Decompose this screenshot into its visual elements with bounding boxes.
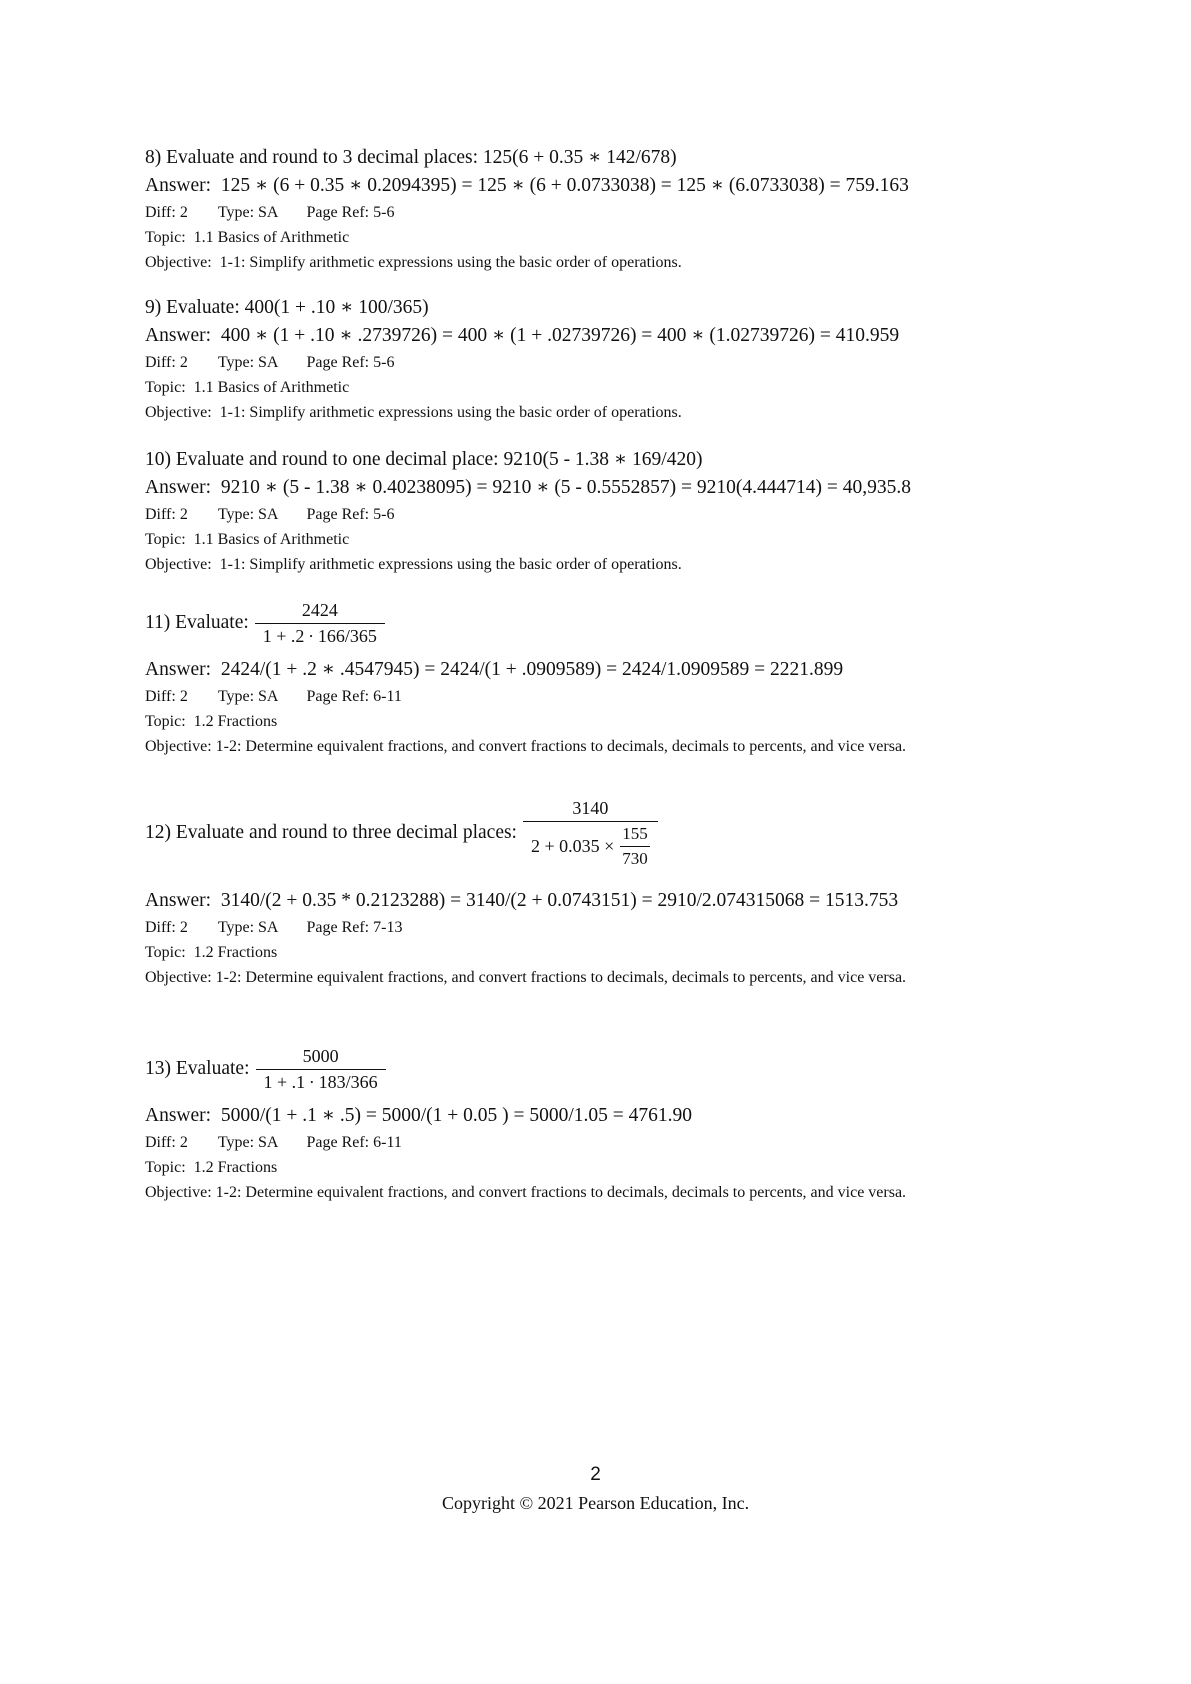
answer-line	[145, 172, 1045, 200]
answer-line	[145, 887, 1045, 915]
objective-line	[145, 400, 1045, 425]
answer-line	[145, 474, 1045, 502]
topic-line	[145, 527, 1045, 552]
question-text: 12) Evaluate and round to three decimal places:	[145, 822, 517, 843]
meta-line	[145, 502, 1045, 527]
answer-text: 2424/(1 + .2 ∗ .4547945) = 2424/(1 + .0909589) = 2424/1.0909589 = 2221.899	[220, 659, 844, 680]
topic-line	[145, 940, 1045, 965]
objective-value: 1-1: Simplify arithmetic expressions using the basic order of operations.	[219, 254, 682, 271]
answer-line	[145, 322, 1045, 350]
type-value: SA	[258, 506, 279, 523]
answer-label: Answer:	[145, 477, 212, 498]
topic-value: 1.2 Fractions	[193, 944, 278, 961]
denominator-lead: 2 + 0.035 ×	[530, 835, 615, 856]
answer-text: 3140/(2 + 0.35 * 0.2123288) = 3140/(2 + 0.0743151) = 2910/2.074315068 = 1513.753	[220, 890, 899, 911]
diff-value: 2	[179, 204, 188, 221]
fraction-denominator	[523, 821, 658, 869]
topic-line	[145, 375, 1045, 400]
question-text: 9) Evaluate: 400(1 + .10 ∗ 100/365)	[145, 297, 429, 318]
answer-text: 5000/(1 + .1 ∗ .5) = 5000/(1 + 0.05 ) = 5000/1.05 = 4761.90	[220, 1105, 693, 1126]
topic-line	[145, 709, 1045, 734]
type-label: Type:	[217, 688, 255, 705]
question-line	[145, 793, 1045, 873]
page-ref-value: 5-6	[373, 354, 395, 371]
topic-line	[145, 1155, 1045, 1180]
objective-value: 1-2: Determine equivalent fractions, and convert fractions to decimals, decimals to percents, and vice versa.	[215, 969, 907, 986]
page-ref-label: Page Ref:	[306, 204, 370, 221]
type-label: Type:	[217, 506, 255, 523]
inner-denominator: 730	[620, 846, 650, 869]
topic-line	[145, 225, 1045, 250]
copyright: Copyright © 2021 Pearson Education, Inc.	[441, 1493, 750, 1513]
meta-line	[145, 684, 1045, 709]
meta-line	[145, 200, 1045, 225]
type-value: SA	[258, 204, 279, 221]
diff-value: 2	[179, 919, 188, 936]
diff-label: Diff:	[145, 919, 176, 936]
diff-label: Diff:	[145, 506, 176, 523]
topic-label: Topic:	[145, 379, 186, 396]
answer-text: 125 ∗ (6 + 0.35 ∗ 0.2094395) = 125 ∗ (6 + 0.0733038) = 125 ∗ (6.0733038) = 759.163	[220, 175, 909, 196]
objective-value: 1-1: Simplify arithmetic expressions using the basic order of operations.	[219, 404, 682, 421]
objective-label: Objective:	[145, 969, 212, 986]
page-ref-label: Page Ref:	[306, 506, 370, 523]
page-number: 2	[590, 1464, 601, 1485]
page-ref-value: 7-13	[373, 919, 403, 936]
answer-label: Answer:	[145, 1105, 212, 1126]
topic-value: 1.1 Basics of Arithmetic	[193, 531, 350, 548]
diff-value: 2	[179, 354, 188, 371]
diff-label: Diff:	[145, 204, 176, 221]
page-ref-value: 6-11	[373, 1134, 402, 1151]
type-value: SA	[258, 354, 279, 371]
objective-label: Objective:	[145, 1184, 212, 1201]
diff-label: Diff:	[145, 688, 176, 705]
fraction	[256, 1046, 386, 1093]
diff-label: Diff:	[145, 354, 176, 371]
topic-label: Topic:	[145, 944, 186, 961]
diff-value: 2	[179, 688, 188, 705]
type-label: Type:	[217, 204, 255, 221]
objective-label: Objective:	[145, 254, 212, 271]
meta-line	[145, 350, 1045, 375]
answer-label: Answer:	[145, 325, 212, 346]
objective-value: 1-1: Simplify arithmetic expressions using the basic order of operations.	[219, 556, 682, 573]
topic-label: Topic:	[145, 229, 186, 246]
question-13	[145, 1036, 1045, 1205]
topic-label: Topic:	[145, 531, 186, 548]
topic-label: Topic:	[145, 1159, 186, 1176]
type-value: SA	[258, 688, 279, 705]
question-9	[145, 294, 1045, 425]
answer-label: Answer:	[145, 890, 212, 911]
inner-numerator: 155	[622, 823, 648, 843]
objective-line	[145, 965, 1045, 990]
objective-label: Objective:	[145, 738, 212, 755]
objective-line	[145, 1180, 1045, 1205]
meta-line	[145, 915, 1045, 940]
objective-value: 1-2: Determine equivalent fractions, and convert fractions to decimals, decimals to percents, and vice versa.	[215, 738, 907, 755]
topic-value: 1.2 Fractions	[193, 1159, 278, 1176]
objective-label: Objective:	[145, 404, 212, 421]
objective-line	[145, 250, 1045, 275]
answer-label: Answer:	[145, 659, 212, 680]
type-value: SA	[258, 919, 279, 936]
page-ref-label: Page Ref:	[306, 919, 370, 936]
page-ref-value: 6-11	[373, 688, 402, 705]
meta-line	[145, 1130, 1045, 1155]
answer-label: Answer:	[145, 175, 212, 196]
question-text: 11) Evaluate:	[145, 612, 249, 633]
objective-value: 1-2: Determine equivalent fractions, and convert fractions to decimals, decimals to percents, and vice versa.	[215, 1184, 907, 1201]
fraction-denominator: 1 + .2 ∙ 166/365	[255, 623, 385, 647]
fraction-denominator: 1 + .1 ∙ 183/366	[256, 1069, 386, 1093]
page-ref-label: Page Ref:	[306, 1134, 370, 1151]
question-12	[145, 793, 1045, 990]
inner-fraction	[620, 824, 650, 869]
topic-value: 1.2 Fractions	[193, 713, 278, 730]
answer-line	[145, 1102, 1045, 1130]
question-11	[145, 590, 1045, 759]
question-text: 10) Evaluate and round to one decimal place: 9210(5 - 1.38 ∗ 169/420)	[145, 449, 703, 470]
diff-value: 2	[179, 506, 188, 523]
page-ref-label: Page Ref:	[306, 354, 370, 371]
type-label: Type:	[217, 919, 255, 936]
answer-line	[145, 656, 1045, 684]
topic-value: 1.1 Basics of Arithmetic	[193, 229, 350, 246]
question-text: 8) Evaluate and round to 3 decimal places: 125(6 + 0.35 ∗ 142/678)	[145, 147, 677, 168]
topic-value: 1.1 Basics of Arithmetic	[193, 379, 350, 396]
fraction-numerator: 3140	[572, 797, 609, 818]
answer-text: 400 ∗ (1 + .10 ∗ .2739726) = 400 ∗ (1 + .02739726) = 400 ∗ (1.02739726) = 410.959	[220, 325, 900, 346]
fraction-numerator: 5000	[302, 1045, 339, 1066]
question-text: 13) Evaluate:	[145, 1058, 250, 1079]
question-line	[145, 590, 1045, 656]
question-10	[145, 446, 1045, 577]
fraction	[255, 600, 385, 647]
diff-value: 2	[179, 1134, 188, 1151]
page-ref-value: 5-6	[373, 204, 395, 221]
type-label: Type:	[217, 1134, 255, 1151]
answer-text: 9210 ∗ (5 - 1.38 ∗ 0.40238095) = 9210 ∗ (5 - 0.5552857) = 9210(4.444714) = 40,935.8	[220, 477, 912, 498]
type-value: SA	[258, 1134, 279, 1151]
fraction-numerator: 2424	[301, 599, 338, 620]
type-label: Type:	[217, 354, 255, 371]
question-8	[145, 144, 1045, 275]
fraction	[523, 798, 658, 869]
diff-label: Diff:	[145, 1134, 176, 1151]
objective-line	[145, 552, 1045, 577]
objective-line	[145, 734, 1045, 759]
question-line	[145, 1036, 1045, 1102]
page-ref-value: 5-6	[373, 506, 395, 523]
objective-label: Objective:	[145, 556, 212, 573]
page-ref-label: Page Ref:	[306, 688, 370, 705]
topic-label: Topic:	[145, 713, 186, 730]
